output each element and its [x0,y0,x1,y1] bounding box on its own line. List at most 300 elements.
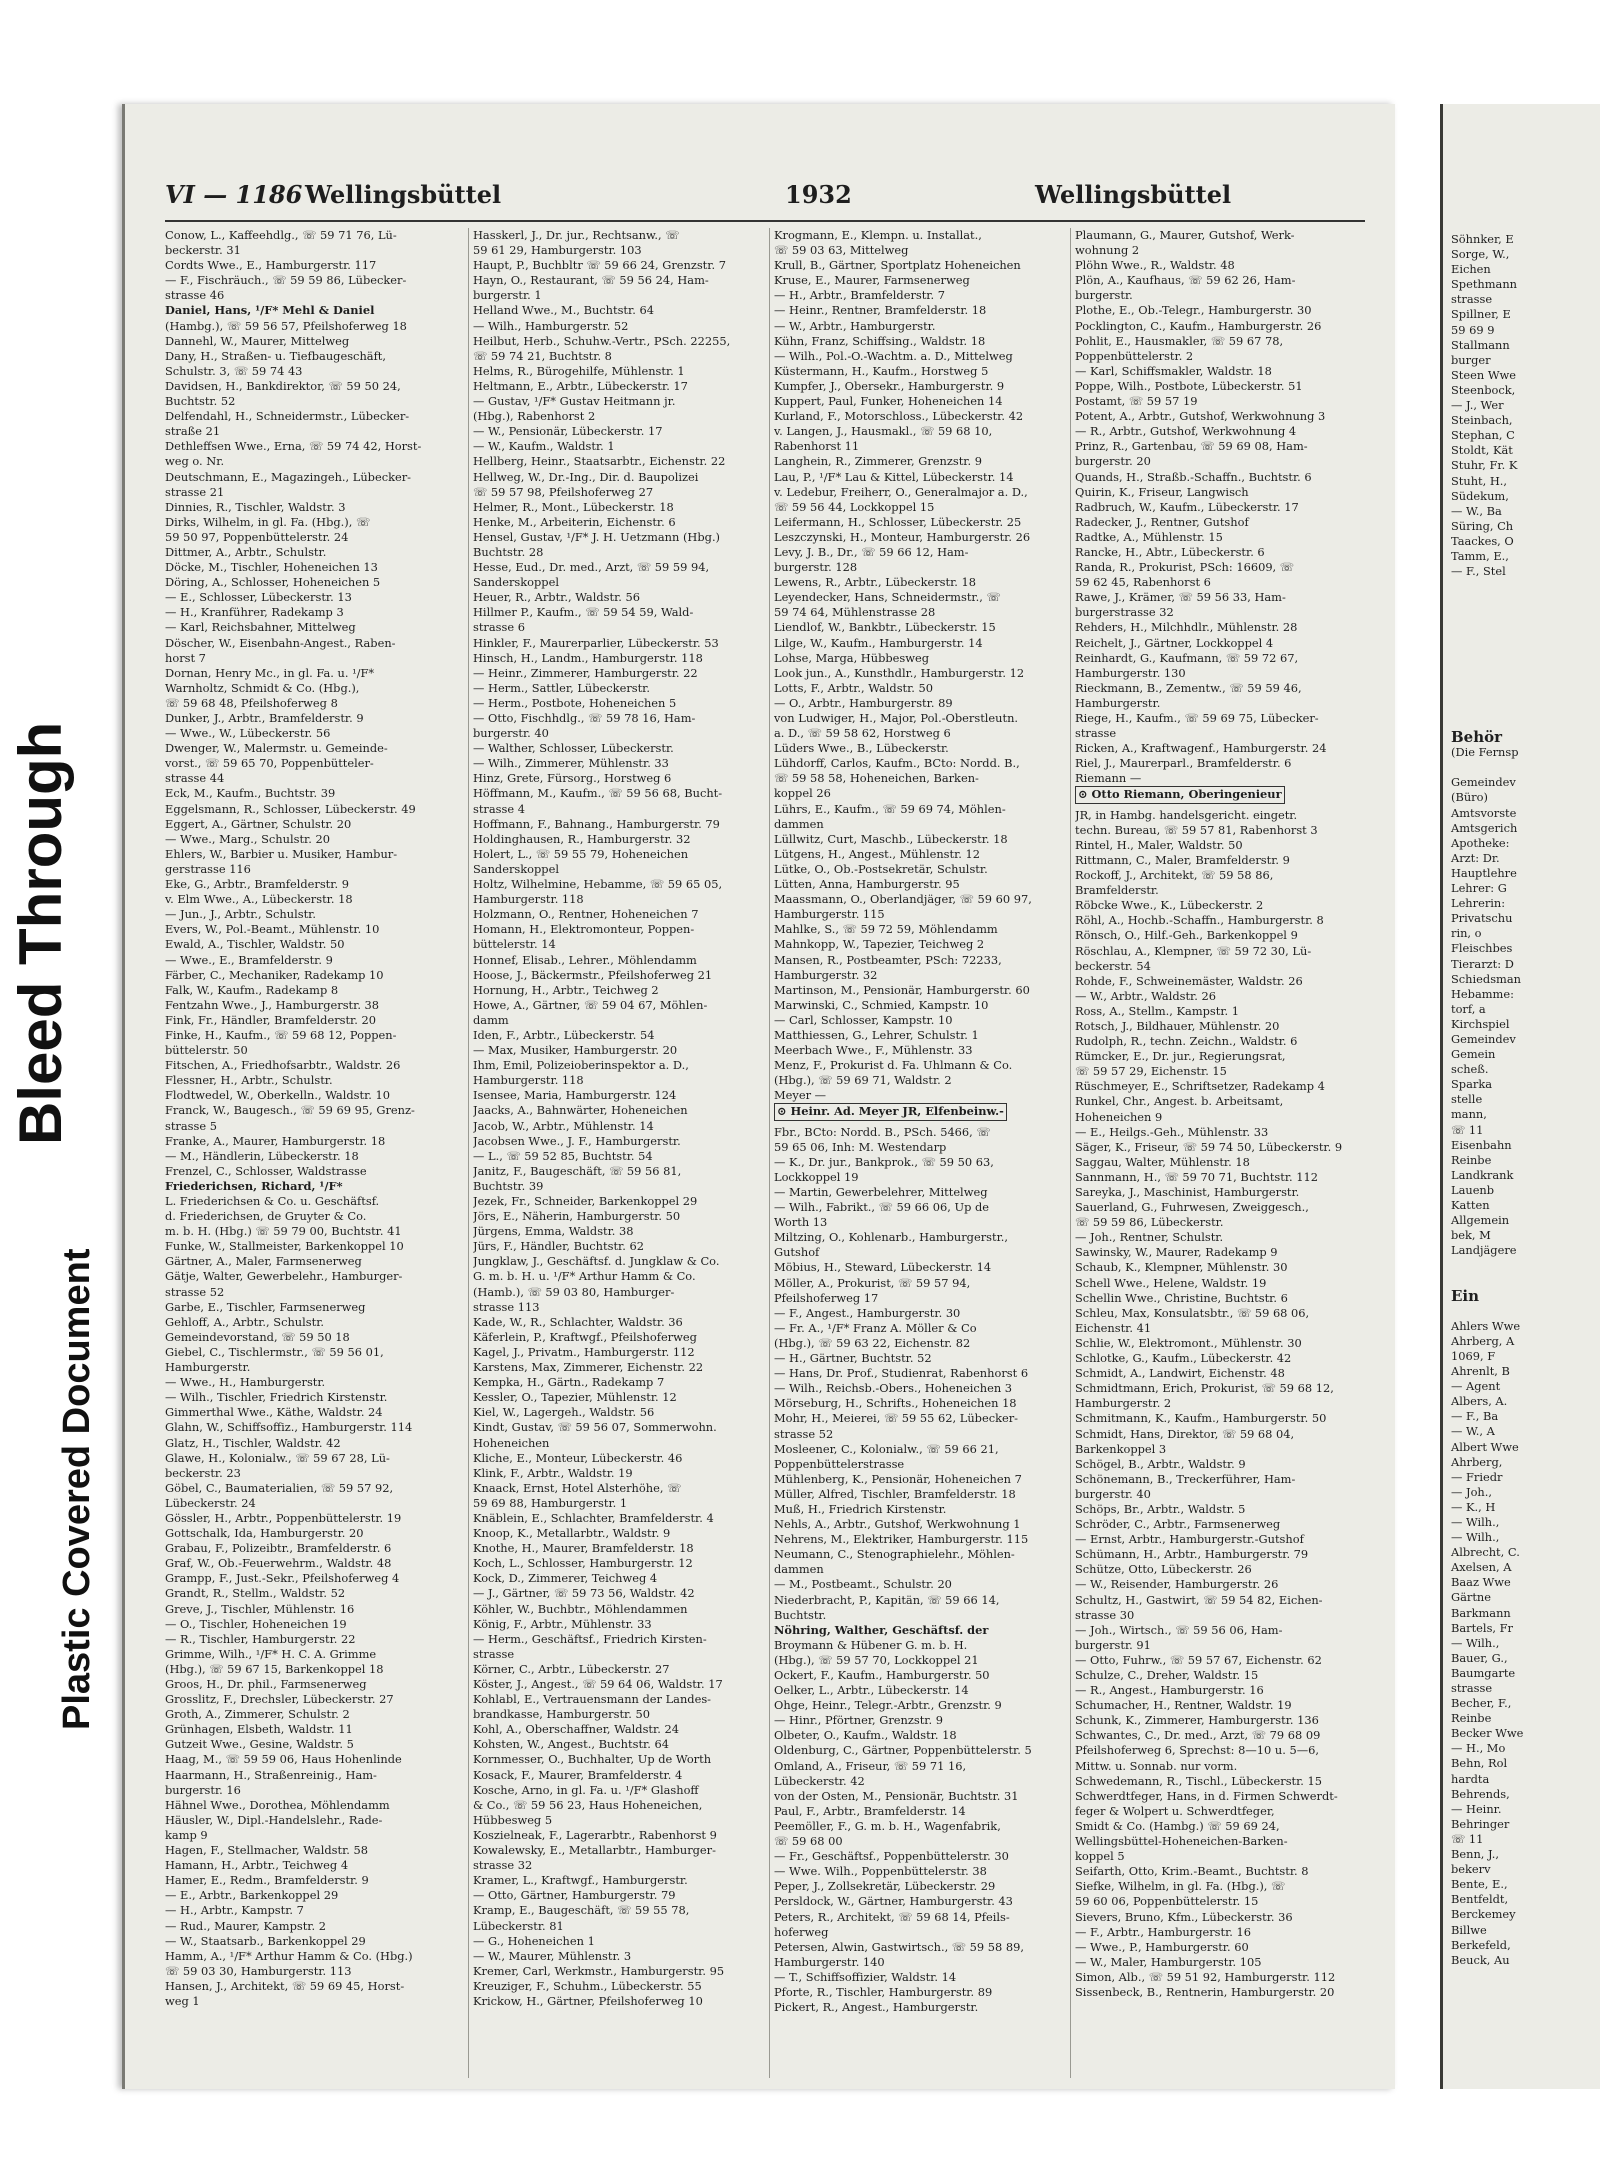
directory-entry-line: Jaacks, A., Bahnwärter, Hoheneichen [473,1103,688,1118]
adjacent-page-line: bek, M [1451,1228,1491,1243]
directory-entry-line: ☏ 59 57 98, Pfeilshoferweg 27 [473,484,654,499]
directory-entry-line: Hagen, F., Stellmacher, Waldstr. 58 [165,1843,369,1858]
directory-entry-line: Rehders, H., Milchhdlr., Mühlenstr. 28 [1075,620,1298,635]
directory-entry-line: ☏ 59 56 44, Lockkoppel 15 [774,499,935,514]
adjacent-page-line [1451,594,1600,609]
directory-entry-line: — Joh., Rentner, Schulstr. [1075,1230,1224,1245]
directory-entry-line: Sanderskoppel [473,861,559,876]
directory-entry-line: Pocklington, C., Kaufm., Hamburgerstr. 26 [1075,318,1322,333]
directory-entry-line: Döscher, W., Eisenbahn-Angest., Raben- [165,635,396,650]
page-number: VI — 1186 [165,180,303,209]
directory-entry-line: Jörs, E., Näherin, Hamburgerstr. 50 [473,1209,681,1224]
directory-entry-line: Rawe, J., Krämer, ☏ 59 56 33, Ham- [1075,590,1286,605]
directory-entry-line: Mörseburg, H., Schrifts., Hoheneichen 18 [774,1396,1017,1411]
directory-entry-line: Kohsten, W., Angest., Buchtstr. 64 [473,1737,669,1752]
directory-entry-line: Hensel, Gustav, ¹/F* J. H. Uetzmann (Hbg.) [473,529,721,544]
directory-entry-line: Sareyka, J., Maschinist, Hamburgerstr. [1075,1185,1300,1199]
directory-entry-line: Helmer, R., Mont., Lübeckerstr. 18 [473,499,674,514]
adjacent-page-line: — Agent [1451,1379,1501,1394]
adjacent-page-line: Allgemein [1451,1213,1510,1228]
directory-entry-line: — E., Arbtr., Barkenkoppel 29 [165,1888,339,1903]
directory-entry-line: Dornan, Henry Mc., in gl. Fa. u. ¹/F* [165,665,375,680]
directory-entry-line: Schütze, Otto, Lübeckerstr. 26 [1075,1562,1252,1577]
directory-entry-line: Gätje, Walter, Gewerbelehr., Hamburger- [165,1269,403,1284]
adjacent-page-line: Steenbock, [1451,382,1516,397]
adjacent-page-line: Amtsvorste [1451,805,1517,820]
adjacent-page-line: Hauptlehre [1451,865,1517,880]
directory-entry-line: Küstermann, H., Kaufm., Horstweg 5 [774,363,989,378]
adjacent-page-line: Amtsgerich [1451,820,1518,835]
directory-entry-line: Färber, C., Mechaniker, Radekamp 10 [165,967,384,982]
adjacent-page-line: Bartels, Fr [1451,1620,1514,1635]
adjacent-page-line: Behör [1451,728,1503,747]
directory-entry-line: Kindt, Gustav, ☏ 59 56 07, Sommerwohn. [473,1420,717,1435]
directory-entry-line: Köhler, W., Buchbtr., Möhlendammen [473,1601,688,1616]
directory-entry-line: Jacobsen Wwe., J. F., Hamburgerstr. [473,1133,681,1148]
directory-entry-line: Schulze, C., Dreher, Waldstr. 15 [1075,1668,1259,1682]
directory-entry-line: Hamm, A., ¹/F* Arthur Hamm & Co. (Hbg.) [165,1948,413,1963]
directory-entry-line: Hellweg, W., Dr.-Ing., Dir. d. Baupolizei [473,469,699,484]
adjacent-page-line: Söhnker, E [1451,232,1514,246]
directory-entry-line: — Wwe., H., Hamburgerstr. [165,1375,326,1390]
directory-entry-line: straße 21 [165,424,221,439]
directory-entry-line: Grosslitz, F., Drechsler, Lübeckerstr. 27 [165,1692,394,1707]
directory-entry-line: — Martin, Gewerbelehrer, Mittelweg [774,1185,988,1199]
directory-entry-line: Kock, D., Zimmerer, Teichweg 4 [473,1571,658,1586]
directory-entry-line: Wellingsbüttel-Hoheneichen-Barken- [1075,1834,1288,1849]
directory-entry-line: Plön, A., Kaufhaus, ☏ 59 62 26, Ham- [1075,273,1296,288]
directory-entry-line: Finke, H., Kaufm., ☏ 59 68 12, Poppen- [165,1027,397,1042]
adjacent-page-line: Albert Wwe [1451,1439,1519,1454]
directory-entry-line: — Karl, Reichsbahner, Mittelweg [165,620,356,635]
directory-entry-line: vorst., ☏ 59 65 70, Poppenbütteler- [165,756,374,771]
directory-entry-line: ⊙ Heinr. Ad. Meyer JR, Elfenbeinw.- [774,1103,1007,1120]
directory-entry-line: Heilbut, Herb., Schuhw.-Vertr., PSch. 22255, [473,333,731,348]
directory-entry-line: — Max, Musiker, Hamburgerstr. 20 [473,1043,678,1058]
directory-entry-line: Seifarth, Otto, Krim.-Beamt., Buchtstr. 8 [1075,1864,1309,1879]
directory-entry-line: Broymann & Hübener G. m. b. H. [774,1637,968,1652]
directory-entry-line: Kurland, F., Motorschloss., Lübeckerstr. 42 [774,409,1024,424]
adjacent-page-line: Gemeindev [1451,1031,1516,1046]
directory-entry-line: — Wilh., Fabrikt., ☏ 59 66 06, Up de [774,1200,990,1215]
directory-entry-line: Grünhagen, Elsbeth, Waldstr. 11 [165,1722,353,1737]
directory-entry-line: Peters, R., Architekt, ☏ 59 68 14, Pfeils- [774,1909,1010,1924]
directory-entry-line: Haupt, P., Buchbltr ☏ 59 66 24, Grenzstr. 7 [473,258,726,273]
directory-entry-line: Holtz, Wilhelmine, Hebamme, ☏ 59 65 05, [473,877,723,892]
directory-entry-line: Hellberg, Heinr., Staatsarbtr., Eichenstr. 22 [473,454,726,469]
directory-entry-line: — Wwe., W., Lübeckerstr. 56 [165,726,331,741]
directory-entry-line: Lau, P., ¹/F* Lau & Kittel, Lübeckerstr. 14 [774,469,1014,484]
directory-entry-line: — Wilh., Reichsb.-Obers., Hoheneichen 3 [774,1381,1013,1396]
directory-entry-line: Fitschen, A., Friedhofsarbtr., Waldstr. 26 [165,1058,401,1073]
directory-entry-line: Schwantes, C., Dr. med., Arzt, ☏ 79 68 09 [1075,1728,1321,1743]
adjacent-page-line: Eichen [1451,262,1491,277]
adjacent-page-line: Süring, Ch [1451,518,1514,533]
directory-entry-line: Schell Wwe., Helene, Waldstr. 19 [1075,1275,1267,1290]
directory-entry-line: Poppenbüttelerstrasse [774,1456,905,1471]
directory-entry-line: — Karl, Schiffsmakler, Waldstr. 18 [1075,363,1272,378]
adjacent-page-line: Eisenbahn [1451,1137,1512,1152]
directory-entry-line: Marwinski, C., Schmied, Kampstr. 10 [774,997,989,1012]
directory-entry-line: Nehrens, M., Elektriker, Hamburgerstr. 115 [774,1532,1029,1547]
directory-entry-line: Sissenbeck, B., Rentnerin, Hamburgerstr. 20 [1075,1984,1335,1999]
directory-entry-line: Kruse, E., Maurer, Farmsenerweg [774,273,970,288]
directory-entry-line: Hinsch, H., Landm., Hamburgerstr. 118 [473,650,703,665]
directory-entry-line: v. Langen, J., Hausmakl., ☏ 59 68 10, [774,424,993,439]
directory-page [122,104,1395,2089]
directory-entry-line: Greve, J., Tischler, Mühlenstr. 16 [165,1601,355,1616]
directory-entry-line: Lüders Wwe., B., Lübeckerstr. [774,741,949,756]
directory-entry-line: — Wilh., Hamburgerstr. 52 [473,318,629,333]
directory-entry-line: Dethleffsen Wwe., Erna, ☏ 59 74 42, Horst- [165,439,422,454]
directory-entry-line: — Wwe., P., Hamburgerstr. 60 [1075,1939,1249,1954]
directory-entry-line: Isensee, Maria, Hamburgerstr. 124 [473,1088,677,1103]
adjacent-page-line: Hebamme: [1451,986,1514,1001]
directory-entry-line: Rabenhorst 11 [774,439,860,454]
directory-entry-line: Gössler, H., Arbtr., Poppenbüttelerstr. 19 [165,1510,402,1525]
adjacent-page-line: — Wilh., [1451,1635,1500,1650]
directory-entry-line: ☏ 59 03 30, Hamburgerstr. 113 [165,1963,352,1978]
directory-entry-line: Lübeckerstr. 81 [473,1918,564,1933]
adjacent-page-line: Privatschu [1451,911,1513,926]
directory-entry-line: — K., Dr. jur., Bankprok., ☏ 59 50 63, [774,1154,994,1169]
directory-entry-line: Kosack, F., Maurer, Bramfelderstr. 4 [473,1767,683,1782]
directory-entry-line: Möbius, H., Steward, Lübeckerstr. 14 [774,1260,992,1275]
directory-entry-line: Ewald, A., Tischler, Waldstr. 50 [165,937,345,952]
directory-entry-line: Flessner, H., Arbtr., Schulstr. [165,1073,333,1088]
adjacent-page-line: Baumgarte [1451,1665,1516,1680]
directory-entry-line: Plöhn Wwe., R., Waldstr. 48 [1075,258,1235,273]
directory-column-4 [1070,228,1365,2078]
adjacent-page-line: Tamm, E., [1451,548,1509,563]
directory-entry-line: hoferweg [774,1924,829,1939]
bleed-through-label: Bleed Through [7,721,74,1145]
directory-entry-line: — Wwe., Marg., Schulstr. 20 [165,831,330,846]
directory-entry-line: dammen [774,816,824,831]
directory-entry-line: horst 7 [165,650,206,665]
directory-entry-line: Radbruch, W., Kaufm., Lübeckerstr. 17 [1075,499,1299,514]
directory-entry-line: — Rud., Maurer, Kampstr. 2 [165,1918,326,1933]
directory-entry-line: strasse [1075,726,1117,741]
directory-entry-line: ☏ 59 68 00 [774,1834,843,1849]
directory-entry-line: Sawinsky, W., Maurer, Radekamp 9 [1075,1245,1278,1260]
directory-entry-line: Oelker, L., Arbtr., Lübeckerstr. 14 [774,1683,969,1698]
directory-entry-line: Hähnel Wwe., Dorothea, Möhlendamm [165,1797,390,1812]
directory-entry-line: a. D., ☏ 59 58 62, Horstweg 6 [774,726,951,741]
directory-entry-line: — Hinr., Pförtner, Grenzstr. 9 [774,1713,943,1728]
directory-entry-line: Hamburgerstr. [165,1360,251,1375]
directory-entry-line: Look jun., A., Kunsthdlr., Hamburgerstr. 12 [774,665,1025,680]
directory-entry-line: Hamburgerstr. 2 [1075,1396,1172,1411]
directory-entry-line: Daniel, Hans, ¹/F* Mehl & Daniel [165,303,375,318]
adjacent-page-line: Stallmann [1451,337,1510,352]
directory-entry-line: Warnholtz, Schmidt & Co. (Hbg.), [165,680,360,695]
directory-entry-line: von Ludwiger, H., Major, Pol.-Oberstleutn. [774,711,1019,725]
directory-entry-line: Häusler, W., Dipl.-Handelslehr., Rade- [165,1812,383,1827]
adjacent-page-line: Behringer [1451,1816,1510,1831]
directory-entry-line: — G., Hoheneichen 1 [473,1933,595,1948]
adjacent-page-line: Gemeindev [1451,775,1516,790]
directory-entry-line: beckerstr. 23 [165,1465,241,1480]
directory-entry-line: strasse 6 [473,620,525,635]
adjacent-page-line: Stoldt, Kät [1451,443,1513,458]
directory-entry-line: Schellin Wwe., Christine, Buchtstr. 6 [1075,1290,1288,1305]
adjacent-page-line: Steen Wwe [1451,367,1517,382]
directory-entry-line: Rintel, H., Maler, Waldstr. 50 [1075,837,1243,852]
header-year: 1932 [785,180,852,209]
adjacent-page-line: Ahrberg, [1451,1454,1503,1469]
adjacent-page-line: Axelsen, A [1451,1560,1512,1575]
directory-entry-line: damm [473,1012,509,1027]
directory-entry-line: strasse 30 [1075,1607,1135,1622]
directory-entry-line: Kohlabl, E., Vertrauensmann der Landes- [473,1692,712,1707]
directory-entry-line: Dinnies, R., Tischler, Waldstr. 3 [165,499,346,514]
directory-entry-line: Gehloff, A., Arbtr., Schulstr. [165,1314,325,1329]
directory-entry-line: Jungklaw, J., Geschäftsf. d. Jungklaw & Co. [473,1254,720,1269]
directory-entry-line: burgerstr. 16 [165,1782,241,1797]
adjacent-page-line: Benn, J., [1451,1847,1499,1862]
directory-entry-line: Hübbesweg 5 [473,1812,553,1827]
directory-entry-line: — M., Händlerin, Lübeckerstr. 18 [165,1148,359,1163]
directory-entry-line: Grimme, Wilh., ¹/F* H. C. A. Grimme [165,1646,377,1661]
directory-entry-line: Helland Wwe., M., Buchtstr. 64 [473,303,654,318]
adjacent-page-line: — Friedr [1451,1469,1503,1484]
directory-entry-line: Grandt, R., Stellm., Waldstr. 52 [165,1586,346,1601]
directory-entry-line: Hamburgerstr. 118 [473,892,584,907]
directory-entry-line: strasse 113 [473,1299,540,1314]
directory-entry-line: — F., Fischräuch., ☏ 59 59 86, Lübecker- [165,273,407,288]
directory-entry-line: Mosleener, C., Kolonialw., ☏ 59 66 21, [774,1441,999,1456]
directory-entry-line: Lütgens, H., Angest., Mühlenstr. 12 [774,846,981,861]
directory-entry-line: Schönemann, B., Treckerführer, Ham- [1075,1471,1296,1486]
directory-entry-line: Buchtstr. 52 [165,394,236,409]
directory-entry-line: Säger, K., Friseur, ☏ 59 74 50, Lübeckerstr. 9 [1075,1139,1343,1154]
directory-entry-line: Buchtstr. 28 [473,544,544,559]
directory-entry-line: — Carl, Schlosser, Kampstr. 10 [774,1012,953,1027]
directory-entry-line: kamp 9 [165,1827,208,1842]
directory-entry-line: Haarmann, H., Straßenreinig., Ham- [165,1767,377,1782]
directory-entry-line: Sievers, Bruno, Kfm., Lübeckerstr. 36 [1075,1909,1293,1924]
adjacent-page-line: Sorge, W., [1451,247,1510,262]
adjacent-page-line: — Wilh., [1451,1514,1500,1529]
directory-entry-line: Kuppert, Paul, Funker, Hoheneichen 14 [774,394,1003,409]
directory-entry-line: Deutschmann, E., Magazingeh., Lübecker- [165,469,412,484]
directory-entry-line: — Joh., Wirtsch., ☏ 59 56 06, Ham- [1075,1622,1283,1637]
directory-entry-line: Maassmann, O., Oberlandjäger, ☏ 59 60 97, [774,892,1032,907]
directory-entry-line: burgerstr. [1075,288,1133,303]
adjacent-page-line: — Wilh., [1451,1530,1500,1545]
adjacent-page-line: Bauer, G., [1451,1650,1508,1665]
directory-entry-line: Paul, F., Arbtr., Bramfelderstr. 14 [774,1803,966,1818]
directory-entry-line: Funke, W., Stallmeister, Barkenkoppel 10 [165,1239,404,1254]
adjacent-page-line: (Büro) [1451,790,1488,805]
directory-entry-line: Koszielneak, F., Lagerarbtr., Rabenhorst 9 [473,1827,717,1842]
adjacent-page-line: mann, [1451,1107,1487,1122]
directory-entry-line: Hinz, Grete, Fürsorg., Horstweg 6 [473,771,672,786]
adjacent-page-line: Schiedsman [1451,971,1521,986]
directory-entry-line: Lotts, F., Arbtr., Waldstr. 50 [774,680,934,695]
adjacent-page-line: Gemein [1451,1047,1496,1062]
directory-entry-line: Schaub, K., Klempner, Mühlenstr. 30 [1075,1260,1288,1275]
directory-entry-line: Fentzahn Wwe., J., Hamburgerstr. 38 [165,997,380,1012]
directory-entry-line: — Wilh., Tischler, Friedrich Kirstenstr. [165,1390,388,1405]
directory-entry-line: Kagel, J., Privatm., Hamburgerstr. 112 [473,1344,695,1359]
directory-entry-line: Hamburgerstr. 32 [774,967,878,982]
adjacent-page-line: strasse [1451,1681,1493,1695]
directory-entry-line: strasse 21 [165,484,225,499]
directory-entry-line: Mühlenberg, K., Pensionär, Hoheneichen 7 [774,1471,1022,1486]
directory-entry-line: Klink, F., Arbtr., Waldstr. 19 [473,1465,633,1480]
directory-entry-line: Henke, M., Arbeiterin, Eichenstr. 6 [473,514,676,529]
directory-entry-line: Hamburgerstr. [1075,695,1161,710]
directory-entry-line: Dwenger, W., Malermstr. u. Gemeinde- [165,741,388,756]
directory-entry-line: — W., Kaufm., Waldstr. 1 [473,439,615,454]
adjacent-page-line: — Heinr. [1451,1801,1502,1816]
adjacent-page-line: Reinbe [1451,1711,1492,1726]
directory-entry-line: G. m. b. H. u. ¹/F* Arthur Hamm & Co. [473,1269,696,1284]
directory-entry-line: (Hambg.), ☏ 59 56 57, Pfeilshoferweg 18 [165,318,407,333]
directory-entry-line: strasse 52 [774,1426,834,1441]
adjacent-page-line: Landkrank [1451,1167,1514,1182]
directory-entry-line: — Gustav, ¹/F* Gustav Heitmann jr. [473,394,676,409]
directory-entry-line: Falk, W., Kaufm., Radekamp 8 [165,982,339,997]
directory-entry-line: Ohge, Heinr., Telegr.-Arbtr., Grenzstr. 9 [774,1698,1002,1713]
directory-entry-line: 59 50 97, Poppenbüttelerstr. 24 [165,529,349,544]
directory-entry-line: — Otto, Gärtner, Hamburgerstr. 79 [473,1888,676,1903]
adjacent-page-line: Albers, A. [1451,1394,1508,1409]
directory-entry-line: — E., Schlosser, Lübeckerstr. 13 [165,590,352,605]
directory-entry-line: Rümcker, E., Dr. jur., Regierungsrat, [1075,1049,1286,1064]
directory-entry-line: Riel, J., Maurerparl., Bramfelderstr. 6 [1075,756,1292,771]
directory-entry-line: Hamburgerstr. 130 [1075,665,1186,680]
directory-entry-line: Franke, A., Maurer, Hamburgerstr. 18 [165,1133,386,1148]
directory-entry-line: v. Ledebur, Freiherr, O., Generalmajor a. D., [774,484,1028,499]
directory-entry-line: Reichelt, J., Gärtner, Lockkoppel 4 [1075,635,1274,650]
page-header [165,176,1365,222]
directory-entry-line: ☏ 59 59 86, Lübeckerstr. [1075,1215,1224,1230]
directory-column-3 [769,228,1064,2078]
directory-entry-line: strasse 32 [473,1858,533,1873]
directory-entry-line: Miltzing, O., Kohlenarb., Hamburgerstr., [774,1230,1009,1245]
adjacent-page-line: Tierarzt: D [1451,956,1514,971]
directory-entry-line: Cordts Wwe., E., Hamburgerstr. 117 [165,258,377,273]
directory-entry-line: Plaumann, G., Maurer, Gutshof, Werk- [1075,228,1295,242]
directory-entry-line: weg o. Nr. [165,454,225,469]
directory-entry-line: Kremer, Carl, Werkmstr., Hamburgerstr. 95 [473,1963,725,1978]
directory-entry-line: Schulstr. 3, ☏ 59 74 43 [165,363,303,378]
adjacent-page-line: — K., H [1451,1499,1496,1514]
directory-entry-line: Kramer, L., Kraftwgf., Hamburgerstr. [473,1873,688,1888]
directory-entry-line: Grabau, F., Polizeibtr., Bramfelderstr. 6 [165,1541,392,1556]
directory-entry-line: — Heinr., Rentner, Bramfelderstr. 18 [774,303,987,318]
directory-entry-line: Kliche, E., Monteur, Lübeckerstr. 46 [473,1450,683,1465]
directory-entry-line: Heuer, R., Arbtr., Waldstr. 56 [473,590,641,605]
directory-entry-line: Krogmann, E., Klempn. u. Installat., [774,228,982,242]
directory-entry-line: Dunker, J., Arbtr., Bramfelderstr. 9 [165,711,364,725]
adjacent-page-line: Beuck, Au [1451,1952,1510,1967]
directory-entry-line: Poppenbüttelerstr. 2 [1075,348,1194,363]
directory-entry-line: ☏ 59 74 21, Buchtstr. 8 [473,348,612,363]
directory-entry-line: — W., Reisender, Hamburgerstr. 26 [1075,1577,1279,1592]
directory-entry-line: — Otto, Fischhdlg., ☏ 59 78 16, Ham- [473,711,696,725]
directory-entry-line: strasse 52 [165,1284,225,1299]
directory-entry-line: Dany, H., Straßen- u. Tiefbaugeschäft, [165,348,386,363]
directory-entry-line: — Ernst, Arbtr., Hamburgerstr.-Gutshof [1075,1532,1304,1547]
directory-entry-line: Ehlers, W., Barbier u. Musiker, Hambur- [165,846,398,861]
directory-entry-line: Mohr, H., Meierei, ☏ 59 55 62, Lübecker- [774,1411,1019,1426]
adjacent-page-line: Stuhr, Fr. K [1451,458,1518,473]
directory-entry-line: Kiel, W., Lagergeh., Waldstr. 56 [473,1405,655,1420]
directory-entry-line: — Walther, Schlosser, Lübeckerstr. [473,741,674,756]
directory-entry-line: Groth, A., Zimmerer, Schulstr. 2 [165,1707,350,1722]
directory-entry-line: Hornung, H., Arbtr., Teichweg 2 [473,982,659,997]
directory-entry-line: Bramfelderstr. [1075,883,1159,898]
directory-entry-line: — Herm., Postbote, Hoheneichen 5 [473,695,677,710]
directory-entry-line: (Hbg.), ☏ 59 63 22, Eichenstr. 82 [774,1335,971,1350]
directory-entry-line: burgerstrasse 32 [1075,605,1174,620]
directory-entry-line: Hamburgerstr. 115 [774,907,885,922]
directory-entry-line: Conow, L., Kaffeehdlg., ☏ 59 71 76, Lü- [165,228,397,242]
directory-entry-line: Schögel, B., Arbtr., Waldstr. 9 [1075,1456,1246,1471]
directory-entry-line: Siefke, Wilhelm, in gl. Fa. (Hbg.), ☏ [1075,1879,1286,1894]
directory-entry-line: Glatz, H., Tischler, Waldstr. 42 [165,1435,341,1450]
directory-entry-line: (Hbg.), ☏ 59 57 70, Lockkoppel 21 [774,1652,979,1667]
directory-entry-line: Schmidt, Hans, Direktor, ☏ 59 68 04, [1075,1426,1295,1441]
adjacent-page-line: Spillner, E [1451,307,1511,322]
directory-entry-line: Dannehl, W., Maurer, Mittelweg [165,333,350,348]
directory-entry-line: burgerstr. 40 [1075,1486,1151,1501]
directory-entry-line: Iden, F., Arbtr., Lübeckerstr. 54 [473,1027,655,1042]
adjacent-page-line: stelle [1451,1092,1483,1107]
adjacent-page-line: Becher, F., [1451,1696,1512,1711]
adjacent-page-line [1451,670,1600,685]
adjacent-page-line [1451,579,1600,594]
directory-entry-line: Reinhardt, G., Kaufmann, ☏ 59 72 67, [1075,650,1299,665]
directory-entry-line: Kowalewsky, E., Metallarbtr., Hamburger- [473,1843,716,1858]
directory-entry-line: Poppe, Wilh., Postbote, Lübeckerstr. 51 [1075,378,1303,393]
directory-entry-line: Krickow, H., Gärtner, Pfeilshoferweg 10 [473,1993,703,2008]
directory-entry-line: — T., Schiffsoffizier, Waldstr. 14 [774,1969,957,1984]
directory-entry-line: Liendlof, W., Bankbtr., Lübeckerstr. 15 [774,620,996,635]
directory-entry-line: — H., Arbtr., Bramfelderstr. 7 [774,288,945,303]
directory-entry-line: Garbe, E., Tischler, Farmsenerweg [165,1299,366,1314]
adjacent-page-edge [1440,104,1600,2089]
directory-entry-line: Giebel, C., Tischlermstr., ☏ 59 56 01, [165,1344,384,1359]
directory-entry-line: — Herm., Geschäftsf., Friedrich Kirsten- [473,1631,707,1646]
directory-entry-line: Mittw. u. Sonnab. nur vorm. [1075,1758,1238,1773]
adjacent-page-line: Behrends, [1451,1786,1510,1801]
directory-entry-line: — W., Staatsarb., Barkenkoppel 29 [165,1933,366,1948]
directory-entry-line: Pfeilshoferweg 17 [774,1290,879,1305]
directory-entry-line: Sanderskoppel [473,575,559,590]
directory-entry-line: Jürgens, Emma, Waldstr. 38 [473,1224,634,1239]
adjacent-page-line: Baaz Wwe [1451,1575,1511,1590]
directory-entry-line: Jacob, W., Arbtr., Mühlenstr. 14 [473,1118,654,1133]
directory-entry-line: ☏ 59 57 29, Eichenstr. 15 [1075,1064,1227,1079]
directory-entry-line: (Hbg.), Rabenhorst 2 [473,409,596,424]
directory-columns [165,228,1365,2078]
directory-entry-line: Potent, A., Arbtr., Gutshof, Werkwohnung 3 [1075,409,1326,424]
directory-entry-line: Körner, C., Arbtr., Lübeckerstr. 27 [473,1661,670,1676]
directory-entry-line: — Fr., Geschäftsf., Poppenbüttelerstr. 30 [774,1849,1009,1864]
directory-entry-line: Schwerdtfeger, Hans, in d. Firmen Schwerdt- [1075,1788,1338,1803]
directory-entry-line: Lüllwitz, Curt, Maschb., Lübeckerstr. 18 [774,831,1008,846]
directory-entry-line: Göbel, C., Baumaterialien, ☏ 59 57 92, [165,1480,394,1495]
directory-entry-line: Schmitmann, K., Kaufm., Hamburgerstr. 50 [1075,1411,1327,1426]
directory-entry-line: Schunk, K., Zimmerer, Hamburgerstr. 136 [1075,1713,1319,1728]
plastic-covered-label: Plastic Covered Document [56,1248,98,1730]
adjacent-page-line: Landjägere [1451,1243,1517,1258]
